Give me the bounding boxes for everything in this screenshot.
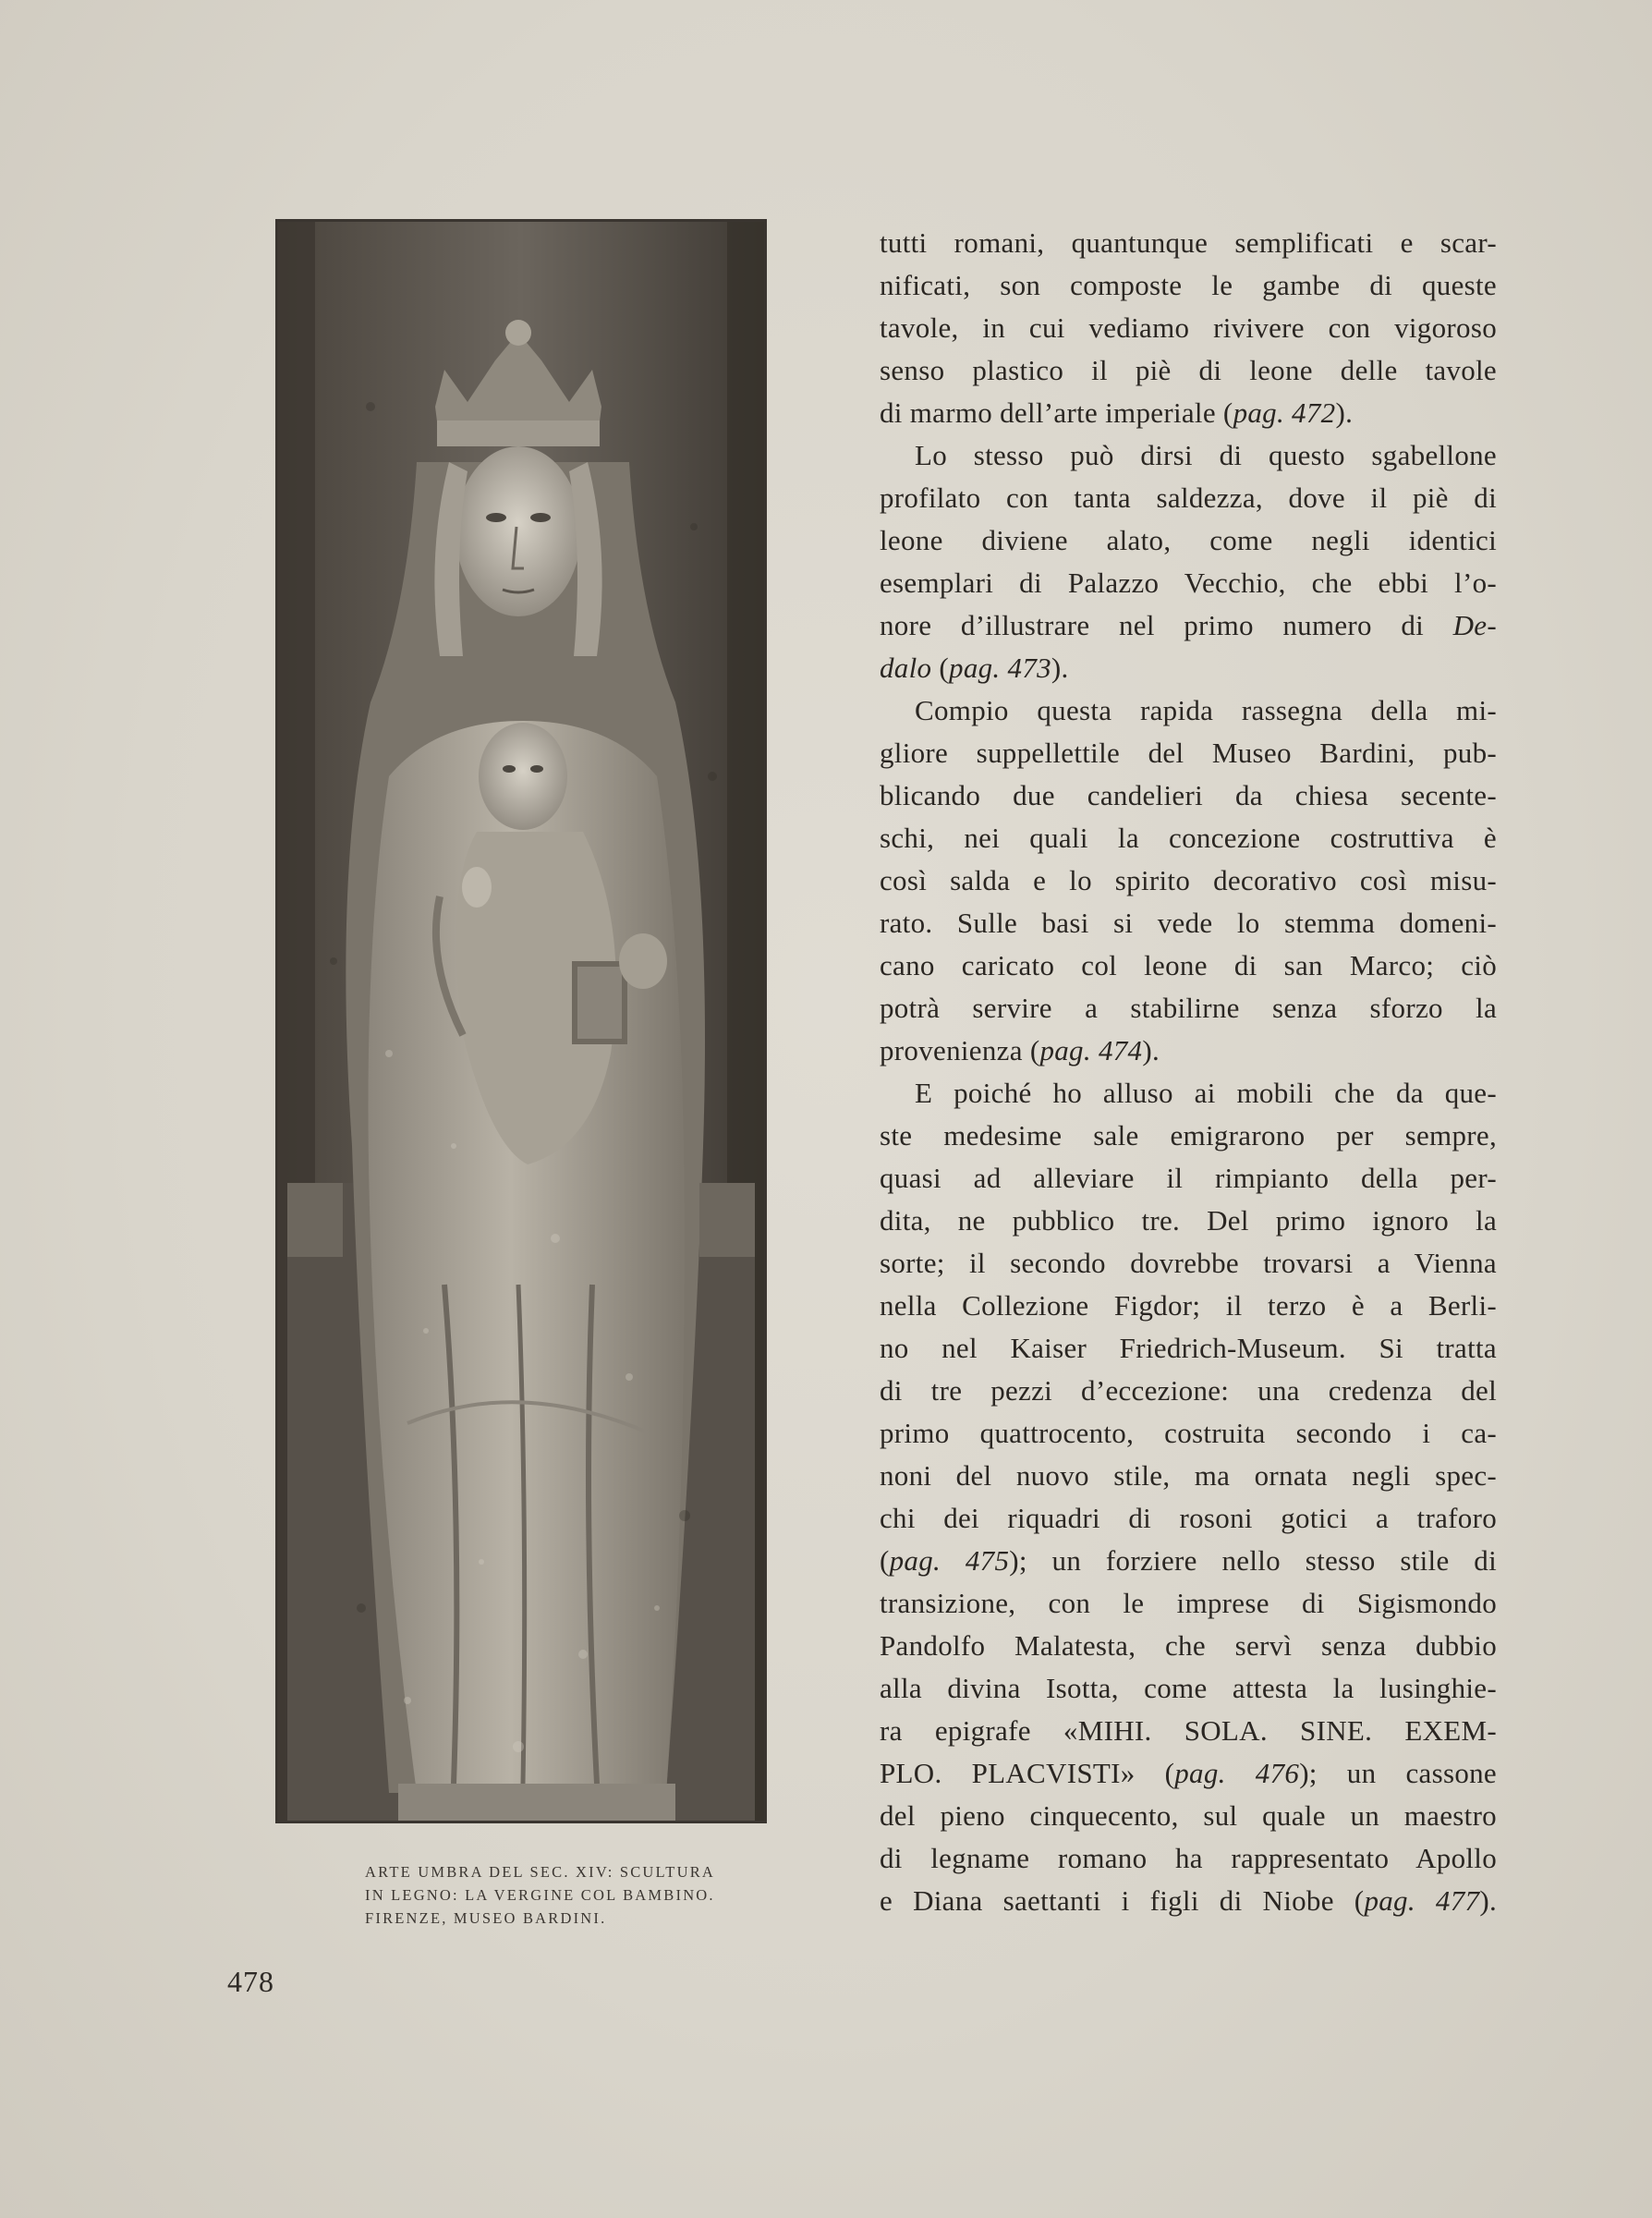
body-text-line: Compio questa rapida rassegna della mi- — [915, 694, 1497, 726]
body-text-line: noni del nuovo stile, ma ornata negli spec- — [880, 1459, 1497, 1492]
body-text-line: tutti romani, quantunque semplificati e scar- — [880, 226, 1497, 259]
body-text-line: gliore suppellettile del Museo Bardini, pub- — [880, 737, 1497, 769]
body-text-line: (pag. 475); un forziere nello stesso stile di — [880, 1544, 1497, 1577]
body-text-line: dita, ne pubblico tre. Del primo ignoro la — [880, 1204, 1497, 1237]
body-text-line: di tre pezzi d’eccezione: una credenza del — [880, 1374, 1497, 1407]
madonna-and-child-image — [278, 222, 764, 1821]
caption-line: ARTE UMBRA DEL SEC. XIV: SCULTURA — [365, 1863, 716, 1881]
body-text-line: Pandolfo Malatesta, che servì senza dubbio — [880, 1629, 1497, 1662]
sculpture-photograph — [275, 219, 767, 1823]
body-text-line: ste medesime sale emigrarono per sempre, — [880, 1119, 1497, 1152]
body-text-line: provenienza (pag. 474). — [880, 1034, 1160, 1066]
page-number: 478 — [227, 1965, 274, 1998]
body-text-line: quasi ad alleviare il rimpianto della per- — [880, 1162, 1497, 1194]
body-text-line: e Diana saettanti i figli di Niobe (pag. 477). — [880, 1884, 1497, 1917]
caption-line: IN LEGNO: LA VERGINE COL BAMBINO. — [365, 1886, 715, 1904]
body-text-line: potrà servire a stabilirne senza sforzo la — [880, 992, 1497, 1024]
body-text-line: sorte; il secondo dovrebbe trovarsi a Vienna — [880, 1247, 1497, 1279]
body-text-line: esemplari di Palazzo Vecchio, che ebbi l’o- — [880, 567, 1497, 599]
body-text-column — [880, 222, 1497, 1922]
body-text-line: tavole, in cui vediamo rivivere con vigoroso — [880, 311, 1497, 344]
body-text-line: così salda e lo spirito decorativo così misu- — [880, 864, 1497, 896]
body-text-line: senso plastico il piè di leone delle tavole — [880, 354, 1497, 386]
body-text-line: blicando due candelieri da chiesa secente- — [880, 779, 1497, 811]
body-text-line: profilato con tanta saldezza, dove il piè di — [880, 481, 1497, 514]
body-text-line: schi, nei quali la concezione costruttiva è — [880, 822, 1497, 854]
body-text-line: primo quattrocento, costruita secondo i ca- — [880, 1417, 1497, 1449]
body-text-line: no nel Kaiser Friedrich-Museum. Si tratta — [880, 1332, 1497, 1364]
body-text-line: nificati, son composte le gambe di queste — [880, 269, 1497, 301]
body-text-line: rato. Sulle basi si vede lo stemma domeni- — [880, 907, 1497, 939]
body-text-line: di marmo dell’arte imperiale (pag. 472). — [880, 396, 1354, 429]
body-text-line: del pieno cinquecento, sul quale un maestro — [880, 1799, 1497, 1832]
body-text-line: transizione, con le imprese di Sigismondo — [880, 1587, 1497, 1619]
figure-caption — [365, 1860, 771, 1930]
body-text-line: cano caricato col leone di san Marco; ciò — [880, 949, 1497, 981]
body-text-line: E poiché ho alluso ai mobili che da que- — [915, 1077, 1497, 1109]
body-text-line: dalo (pag. 473). — [880, 652, 1069, 684]
body-text-line: Lo stesso può dirsi di questo sgabellone — [915, 439, 1497, 471]
body-text-line: leone diviene alato, come negli identici — [880, 524, 1497, 556]
body-text-line: PLO. PLACVISTI» (pag. 476); un cassone — [880, 1757, 1497, 1789]
body-text-line: alla divina Isotta, come attesta la lusinghie- — [880, 1672, 1497, 1704]
body-text-line: di legname romano ha rappresentato Apollo — [880, 1842, 1497, 1874]
body-text-line: chi dei riquadri di rosoni gotici a traforo — [880, 1502, 1497, 1534]
body-text-line: nella Collezione Figdor; il terzo è a Berli- — [880, 1289, 1497, 1322]
body-text-line: nore d’illustrare nel primo numero di De- — [880, 609, 1497, 641]
caption-line: FIRENZE, MUSEO BARDINI. — [365, 1909, 607, 1927]
body-text-line: ra epigrafe «MIHI. SOLA. SINE. EXEM- — [880, 1714, 1497, 1747]
